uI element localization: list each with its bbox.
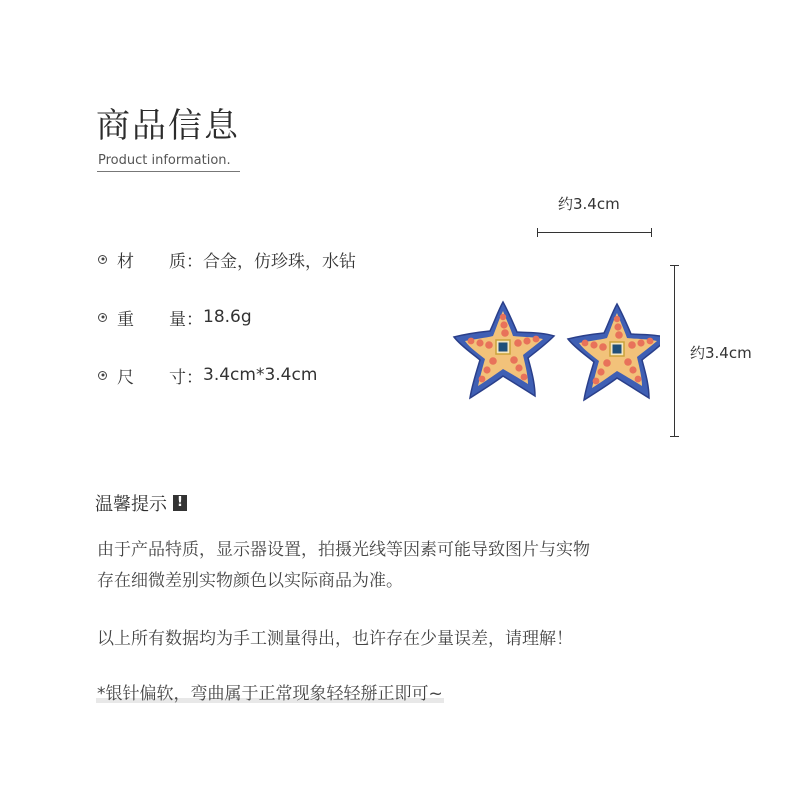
starfish-earrings-image	[450, 295, 660, 405]
tips-title: 温馨提示	[95, 494, 167, 515]
right-starfish-earring	[568, 304, 660, 400]
tips-line: 由于产品特质，显示器设置，拍摄光线等因素可能导致图片与实物	[97, 540, 590, 560]
height-dimension-cap	[670, 265, 679, 266]
left-starfish-earring	[454, 302, 554, 398]
spec-label-b: 寸：	[169, 367, 203, 388]
page-subtitle: Product information.	[98, 153, 231, 168]
spec-label-b: 量：	[169, 309, 203, 330]
spec-weight	[98, 304, 252, 330]
subtitle-underline	[97, 171, 240, 172]
spec-value: 3.4cm*3.4cm	[203, 365, 318, 385]
exclamation-icon: !	[173, 495, 187, 511]
height-dimension-label: 约3.4cm	[690, 344, 752, 362]
tips-line: 以上所有数据均为手工测量得出，也许存在少量误差，请理解！	[97, 629, 573, 649]
tips-note: *银针偏软，弯曲属于正常现象轻轻掰正即可~	[97, 684, 443, 704]
bullet-icon	[98, 371, 107, 380]
width-dimension-cap	[651, 228, 652, 237]
bullet-icon	[98, 313, 107, 322]
spec-value: 合金，仿珍珠，水钻	[203, 251, 356, 272]
width-dimension-line	[537, 232, 652, 233]
spec-label-a: 尺	[117, 367, 134, 388]
width-dimension-label: 约3.4cm	[558, 195, 620, 213]
tips-heading	[95, 490, 187, 516]
spec-size	[98, 362, 317, 388]
page-title: 商品信息	[96, 106, 240, 146]
spec-label-a: 重	[117, 309, 134, 330]
spec-label-a: 材	[117, 251, 134, 272]
spec-material	[98, 246, 356, 272]
height-dimension-cap	[670, 436, 679, 437]
tips-line: 存在细微差别实物颜色以实际商品为准。	[97, 571, 403, 591]
spec-label-b: 质：	[169, 251, 203, 272]
width-dimension-cap	[537, 228, 538, 237]
spec-value: 18.6g	[203, 307, 252, 327]
bullet-icon	[98, 255, 107, 264]
height-dimension-line	[674, 265, 675, 437]
